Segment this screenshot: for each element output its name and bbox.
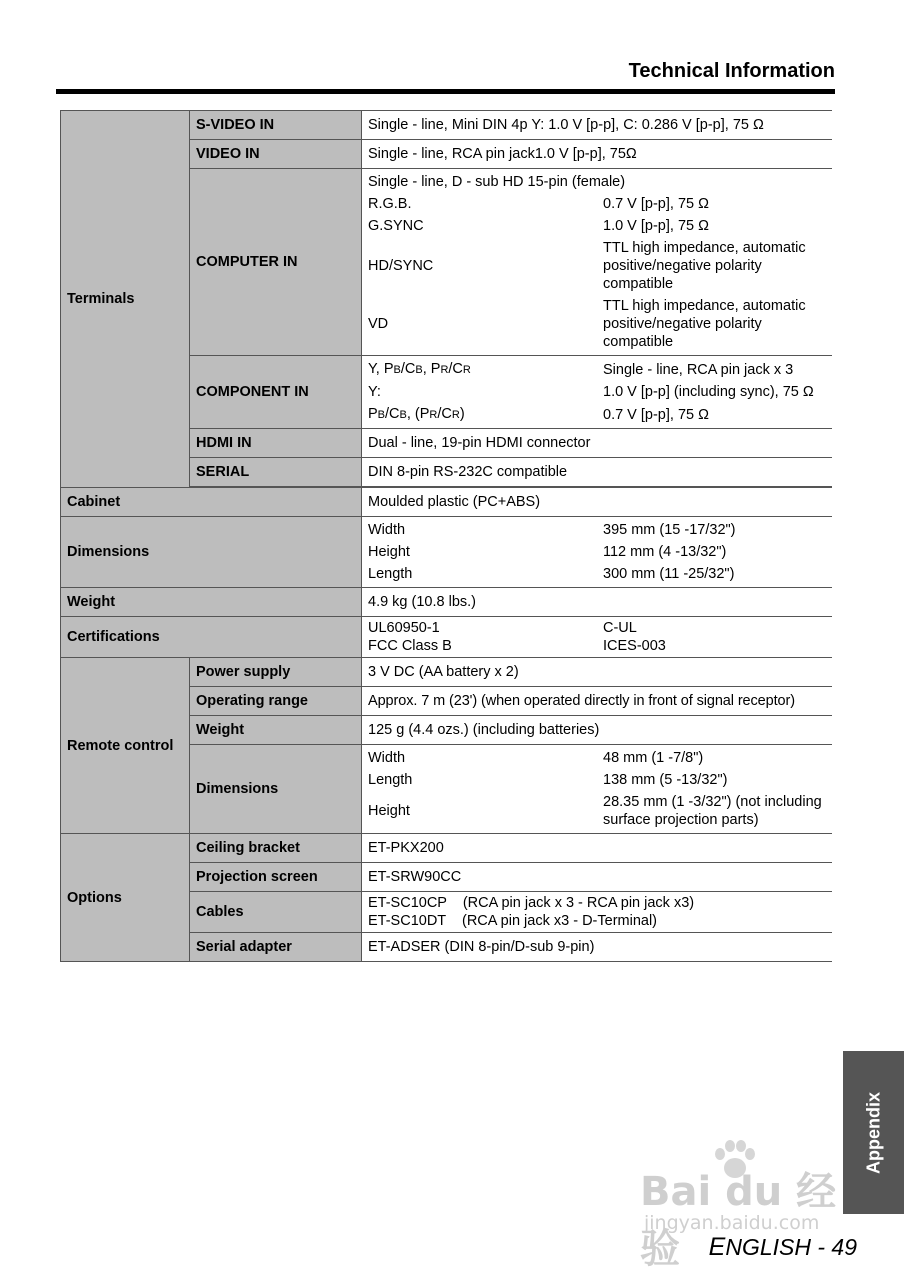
rdim-key: Height [368,803,410,819]
cert-item: FCC Class B [368,638,452,654]
sublabel-ceiling: Ceiling bracket [190,834,362,863]
component-val: Single - line, RCA pin jack x 3 [603,361,794,378]
component-key-ypbpr: Y, PB/CB, PR/CR [368,361,471,377]
computer-val: TTL high impedance, automatic positive/negative polarity compatible [603,240,806,292]
cable-line: ET-SC10DT (RCA pin jack x3 - D-Terminal) [368,913,657,929]
sublabel-component: COMPONENT IN [190,356,362,429]
table-row [61,588,832,617]
row-label-options: Options [61,834,190,962]
cert-item: C-UL [603,620,637,636]
sublabel-adapter: Serial adapter [190,933,362,962]
row-label-terminals: Terminals [61,111,190,488]
sublabel-serial: SERIAL [190,458,362,487]
header-rule [56,89,835,94]
component-val: 0.7 V [p-p], 75 Ω [603,406,709,423]
value-serial: DIN 8-pin RS-232C compatible [362,458,832,487]
row-label-certifications: Certifications [61,617,362,658]
appendix-label: Appendix [863,1091,883,1174]
dim-key: Width [368,522,406,538]
computer-key: VD [368,316,389,332]
computer-val: 1.0 V [p-p], 75 Ω [603,218,709,234]
sublabel-hdmi: HDMI IN [190,429,362,458]
value-svideo: Single - line, Mini DIN 4p Y: 1.0 V [p-p], C: 0.286 V [p-p], 75 Ω [362,111,832,140]
value-weight: 4.9 kg (10.8 lbs.) [362,588,832,617]
row-label-weight: Weight [61,588,362,617]
value-hdmi: Dual - line, 19-pin HDMI connector [362,429,832,458]
computer-val: TTL high impedance, automatic positive/negative polarity compatible [603,298,806,350]
cert-item: UL60950-1 [368,620,440,636]
table-row [61,658,832,687]
sublabel-screen: Projection screen [190,863,362,892]
value-cables [362,892,832,933]
computer-key: HD/SYNC [368,258,434,274]
computer-key: G.SYNC [368,218,424,234]
value-remote-weight: 125 g (4.4 ozs.) (including batteries) [362,716,832,745]
sublabel-video: VIDEO IN [190,140,362,169]
page-number-cap: E [708,1233,726,1261]
page-title: Technical Information [628,60,835,82]
appendix-tab [843,1051,904,1214]
value-remote-dims [362,745,832,834]
table-row [61,111,832,140]
value-adapter: ET-ADSER (DIN 8-pin/D-sub 9-pin) [362,933,832,962]
rdim-val: 48 mm (1 -7/8") [603,750,704,766]
page-number [709,1233,857,1262]
sublabel-range: Operating range [190,687,362,716]
row-label-dimensions: Dimensions [61,517,362,588]
dim-val: 300 mm (11 -25/32") [603,566,735,582]
page-number-rest: NGLISH - 49 [725,1234,857,1260]
dim-val: 112 mm (4 -13/32") [603,544,727,560]
component-key-pbcb: PB/CB, (PR/CR) [368,406,465,422]
rdim-key: Length [368,772,413,788]
rdim-val: 28.35 mm (1 -3/32") (not including surface projection parts) [603,794,822,828]
component-val: 1.0 V [p-p] (including sync), 75 Ω [603,384,814,400]
cable-line: ET-SC10CP (RCA pin jack x 3 - RCA pin jack x3) [368,895,695,911]
sublabel-remote-dims: Dimensions [190,745,362,834]
value-ceiling: ET-PKX200 [362,834,832,863]
value-screen: ET-SRW90CC [362,863,832,892]
value-component [362,356,832,429]
value-dimensions [362,517,832,588]
sublabel-power: Power supply [190,658,362,687]
row-label-cabinet: Cabinet [61,488,362,517]
spec-table [60,110,832,962]
watermark-url: jingyan.baidu.com [644,1212,820,1234]
dim-key: Height [368,544,410,560]
value-video: Single - line, RCA pin jack1.0 V [p-p], 75Ω [362,140,832,169]
table-row [61,517,832,588]
cert-item: ICES-003 [603,638,666,654]
value-cabinet: Moulded plastic (PC+ABS) [362,488,832,517]
value-computer [362,169,832,356]
sublabel-remote-weight: Weight [190,716,362,745]
dim-key: Length [368,566,413,582]
rdim-val: 138 mm (5 -13/32") [603,772,728,788]
sublabel-cables: Cables [190,892,362,933]
component-key: Y: [368,384,381,400]
value-power: 3 V DC (AA battery x 2) [362,658,832,687]
table-row [61,488,832,517]
row-label-remote: Remote control [61,658,190,834]
computer-key: R.G.B. [368,196,412,212]
sublabel-computer: COMPUTER IN [190,169,362,356]
rdim-key: Width [368,750,406,766]
table-row [61,834,832,863]
sublabel-svideo: S-VIDEO IN [190,111,362,140]
dim-val: 395 mm (15 -17/32") [603,522,736,538]
value-certifications [362,617,832,658]
watermark-logo: Bai du 经验 [640,1169,837,1272]
computer-intro: Single - line, D - sub HD 15-pin (female) [368,174,626,190]
value-range: Approx. 7 m (23') (when operated directly in front of signal receptor) [362,687,832,716]
computer-val: 0.7 V [p-p], 75 Ω [603,196,709,212]
table-row [61,617,832,658]
